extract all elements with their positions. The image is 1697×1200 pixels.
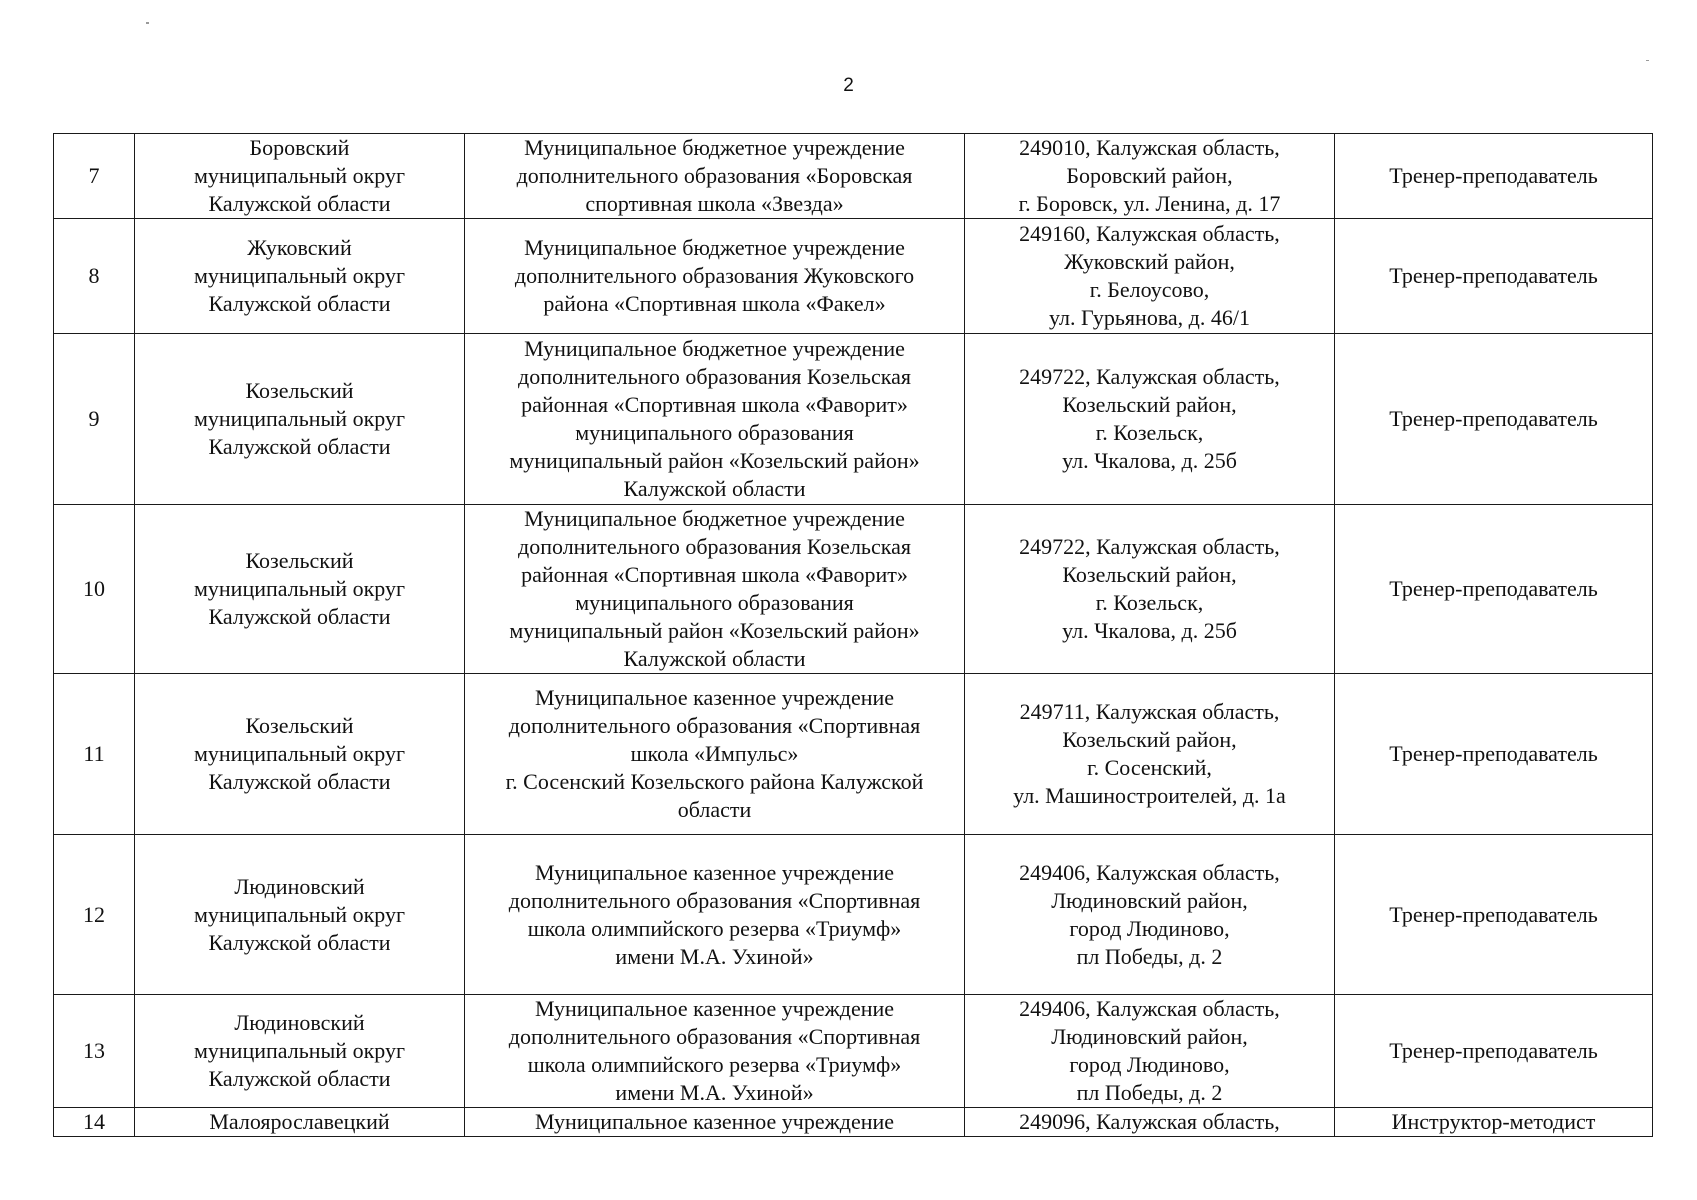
position-cell — [1335, 334, 1653, 505]
organization-cell — [465, 219, 965, 334]
address-cell — [965, 835, 1335, 995]
table-row — [54, 995, 1653, 1108]
cell-line: Козельский район, — [1062, 562, 1237, 587]
cell-line: Калужской области — [623, 646, 806, 671]
position-title: Тренер-преподаватель — [1389, 576, 1598, 601]
cell-line: дополнительного образования «Спортивная — [508, 1024, 921, 1049]
cell-line: дополнительного образования «Спортивная — [508, 887, 921, 913]
cell-line: муниципальный округ — [193, 1038, 405, 1063]
cell-line: имени М.А. Ухиной» — [615, 1080, 814, 1105]
cell-line: дополнительного образования «Спортивная — [508, 713, 921, 738]
municipality-cell — [135, 1108, 465, 1137]
organization-cell — [465, 674, 965, 835]
row-number: 10 — [83, 576, 105, 601]
table-row — [54, 134, 1653, 219]
cell-line: муниципальный округ — [193, 741, 405, 766]
cell-line: Муниципальное казенное учреждение — [534, 685, 895, 710]
cell-line: 249722, Калужская область, — [1019, 364, 1280, 389]
position-cell — [1335, 674, 1653, 835]
cell-line: г. Белоусово, — [1089, 277, 1210, 302]
table-body — [54, 134, 1653, 1137]
address-cell — [965, 674, 1335, 835]
municipality-cell — [135, 134, 465, 219]
row-number: 9 — [88, 406, 100, 431]
scan-speck — [146, 22, 149, 24]
municipality-cell — [135, 334, 465, 505]
cell-line: Людиновский — [234, 1010, 365, 1035]
cell-line: г. Сосенский, — [1087, 755, 1212, 780]
cell-line: Людиновский район, — [1051, 1024, 1248, 1049]
row-number-cell — [54, 1108, 135, 1137]
position-cell — [1335, 995, 1653, 1108]
cell-line: Муниципальное бюджетное учреждение — [524, 336, 905, 361]
cell-line: Боровский район, — [1066, 163, 1233, 188]
row-number-cell — [54, 505, 135, 674]
cell-line: ул. Гурьянова, д. 46/1 — [1049, 305, 1250, 330]
cell-line: районная «Спортивная школа «Фаворит» — [521, 392, 908, 417]
position-title: Тренер-преподаватель — [1389, 741, 1598, 766]
row-number-cell — [54, 674, 135, 835]
address-cell — [965, 334, 1335, 505]
cell-line: муниципальный округ — [193, 901, 405, 927]
cell-line: Муниципальное казенное учреждение — [534, 1109, 895, 1134]
cell-line: дополнительного образования Жуковского — [514, 263, 915, 288]
cell-line: муниципальный округ — [193, 406, 405, 431]
cell-line: школа олимпийского резерва «Триумф» — [527, 1052, 902, 1077]
cell-line: области — [677, 797, 752, 822]
cell-line: Калужской области — [208, 929, 391, 955]
position-cell — [1335, 134, 1653, 219]
cell-line: Калужской области — [208, 604, 391, 629]
cell-line: Калужской области — [208, 434, 391, 459]
row-number-cell — [54, 219, 135, 334]
address-cell — [965, 1108, 1335, 1137]
cell-line: 249160, Калужская область, — [1019, 221, 1280, 246]
cell-line: школа «Импульс» — [630, 741, 799, 766]
cell-line: 249406, Калужская область, — [1019, 859, 1280, 885]
cell-line: Калужской области — [623, 476, 806, 501]
cell-line: Козельский — [245, 378, 354, 403]
cell-line: пл Победы, д. 2 — [1076, 943, 1223, 969]
row-number: 7 — [88, 163, 100, 188]
row-number-cell — [54, 334, 135, 505]
organization-cell — [465, 334, 965, 505]
organization-cell — [465, 134, 965, 219]
cell-line: г. Боровск, ул. Ленина, д. 17 — [1018, 191, 1281, 216]
cell-line: г. Сосенский Козельского района Калужской — [505, 769, 924, 794]
cell-line: Муниципальное бюджетное учреждение — [524, 235, 905, 260]
row-number: 11 — [83, 741, 105, 766]
position-cell — [1335, 1108, 1653, 1137]
position-title: Инструктор-методист — [1391, 1109, 1596, 1134]
cell-line: муниципальный район «Козельский район» — [509, 618, 920, 643]
cell-line: Козельский район, — [1062, 727, 1237, 752]
cell-line: дополнительного образования Козельская — [518, 534, 911, 559]
cell-line: Калужской области — [208, 291, 391, 316]
cell-line: Козельский — [245, 548, 354, 573]
municipality-cell — [135, 835, 465, 995]
cell-line: имени М.А. Ухиной» — [615, 943, 814, 969]
institutions-table — [53, 133, 1653, 1137]
organization-cell — [465, 1108, 965, 1137]
cell-line: Муниципальное казенное учреждение — [534, 996, 895, 1021]
municipality-cell — [135, 674, 465, 835]
position-title: Тренер-преподаватель — [1389, 1038, 1598, 1063]
cell-line: Жуковский район, — [1064, 249, 1235, 274]
row-number: 13 — [83, 1038, 105, 1063]
cell-line: ул. Чкалова, д. 25б — [1062, 618, 1237, 643]
cell-line: Муниципальное казенное учреждение — [534, 859, 895, 885]
position-title: Тренер-преподаватель — [1389, 263, 1598, 288]
cell-line: Козельский — [245, 713, 354, 738]
table-row — [54, 219, 1653, 334]
cell-line: 249010, Калужская область, — [1019, 135, 1280, 160]
row-number-cell — [54, 995, 135, 1108]
cell-line: школа олимпийского резерва «Триумф» — [527, 915, 902, 941]
municipality-cell — [135, 995, 465, 1108]
cell-line: района «Спортивная школа «Факел» — [543, 291, 886, 316]
cell-line: Калужской области — [208, 1066, 391, 1091]
position-title: Тренер-преподаватель — [1389, 406, 1598, 431]
cell-line: 249406, Калужская область, — [1019, 996, 1280, 1021]
cell-line: спортивная школа «Звезда» — [585, 191, 844, 216]
cell-line: г. Козельск, — [1095, 590, 1204, 615]
cell-line: дополнительного образования «Боровская — [516, 163, 913, 188]
position-cell — [1335, 505, 1653, 674]
position-title: Тренер-преподаватель — [1389, 163, 1598, 188]
table-row — [54, 505, 1653, 674]
organization-cell — [465, 995, 965, 1108]
row-number: 14 — [83, 1109, 105, 1134]
cell-line: муниципальный округ — [193, 263, 405, 288]
address-cell — [965, 995, 1335, 1108]
organization-cell — [465, 505, 965, 674]
municipality-cell — [135, 505, 465, 674]
cell-line: 249096, Калужская область, — [1019, 1109, 1280, 1134]
cell-line: Муниципальное бюджетное учреждение — [524, 506, 905, 531]
cell-line: город Людиново, — [1069, 915, 1230, 941]
cell-line: город Людиново, — [1069, 1052, 1230, 1077]
cell-line: районная «Спортивная школа «Фаворит» — [521, 562, 908, 587]
cell-line: пл Победы, д. 2 — [1076, 1080, 1223, 1105]
cell-line: Людиновский — [234, 873, 365, 899]
cell-line: Жуковский — [247, 235, 352, 260]
position-cell — [1335, 219, 1653, 334]
row-number: 8 — [88, 263, 100, 288]
position-title: Тренер-преподаватель — [1389, 901, 1598, 927]
address-cell — [965, 219, 1335, 334]
page-number: 2 — [843, 75, 854, 96]
cell-line: Людиновский район, — [1051, 887, 1248, 913]
address-cell — [965, 505, 1335, 674]
cell-line: 249722, Калужская область, — [1019, 534, 1280, 559]
cell-line: муниципального образования — [575, 590, 854, 615]
table-row — [54, 334, 1653, 505]
cell-line: дополнительного образования Козельская — [518, 364, 911, 389]
cell-line: ул. Машиностроителей, д. 1а — [1013, 783, 1286, 808]
row-number-cell — [54, 134, 135, 219]
table-row — [54, 674, 1653, 835]
cell-line: Боровский — [249, 135, 350, 160]
cell-line: Малоярославецкий — [209, 1109, 390, 1134]
cell-line: г. Козельск, — [1095, 420, 1204, 445]
position-cell — [1335, 835, 1653, 995]
cell-line: Калужской области — [208, 769, 391, 794]
cell-line: Калужской области — [208, 191, 391, 216]
row-number-cell — [54, 835, 135, 995]
row-number: 12 — [83, 901, 105, 927]
scan-speck — [1646, 60, 1649, 61]
cell-line: муниципальный округ — [193, 576, 405, 601]
cell-line: Муниципальное бюджетное учреждение — [524, 135, 905, 160]
address-cell — [965, 134, 1335, 219]
cell-line: Козельский район, — [1062, 392, 1237, 417]
cell-line: ул. Чкалова, д. 25б — [1062, 448, 1237, 473]
cell-line: муниципальный район «Козельский район» — [509, 448, 920, 473]
cell-line: муниципальный округ — [193, 163, 405, 188]
cell-line: 249711, Калужская область, — [1019, 699, 1280, 724]
municipality-cell — [135, 219, 465, 334]
organization-cell — [465, 835, 965, 995]
table-row — [54, 835, 1653, 995]
cell-line: муниципального образования — [575, 420, 854, 445]
table-row — [54, 1108, 1653, 1137]
